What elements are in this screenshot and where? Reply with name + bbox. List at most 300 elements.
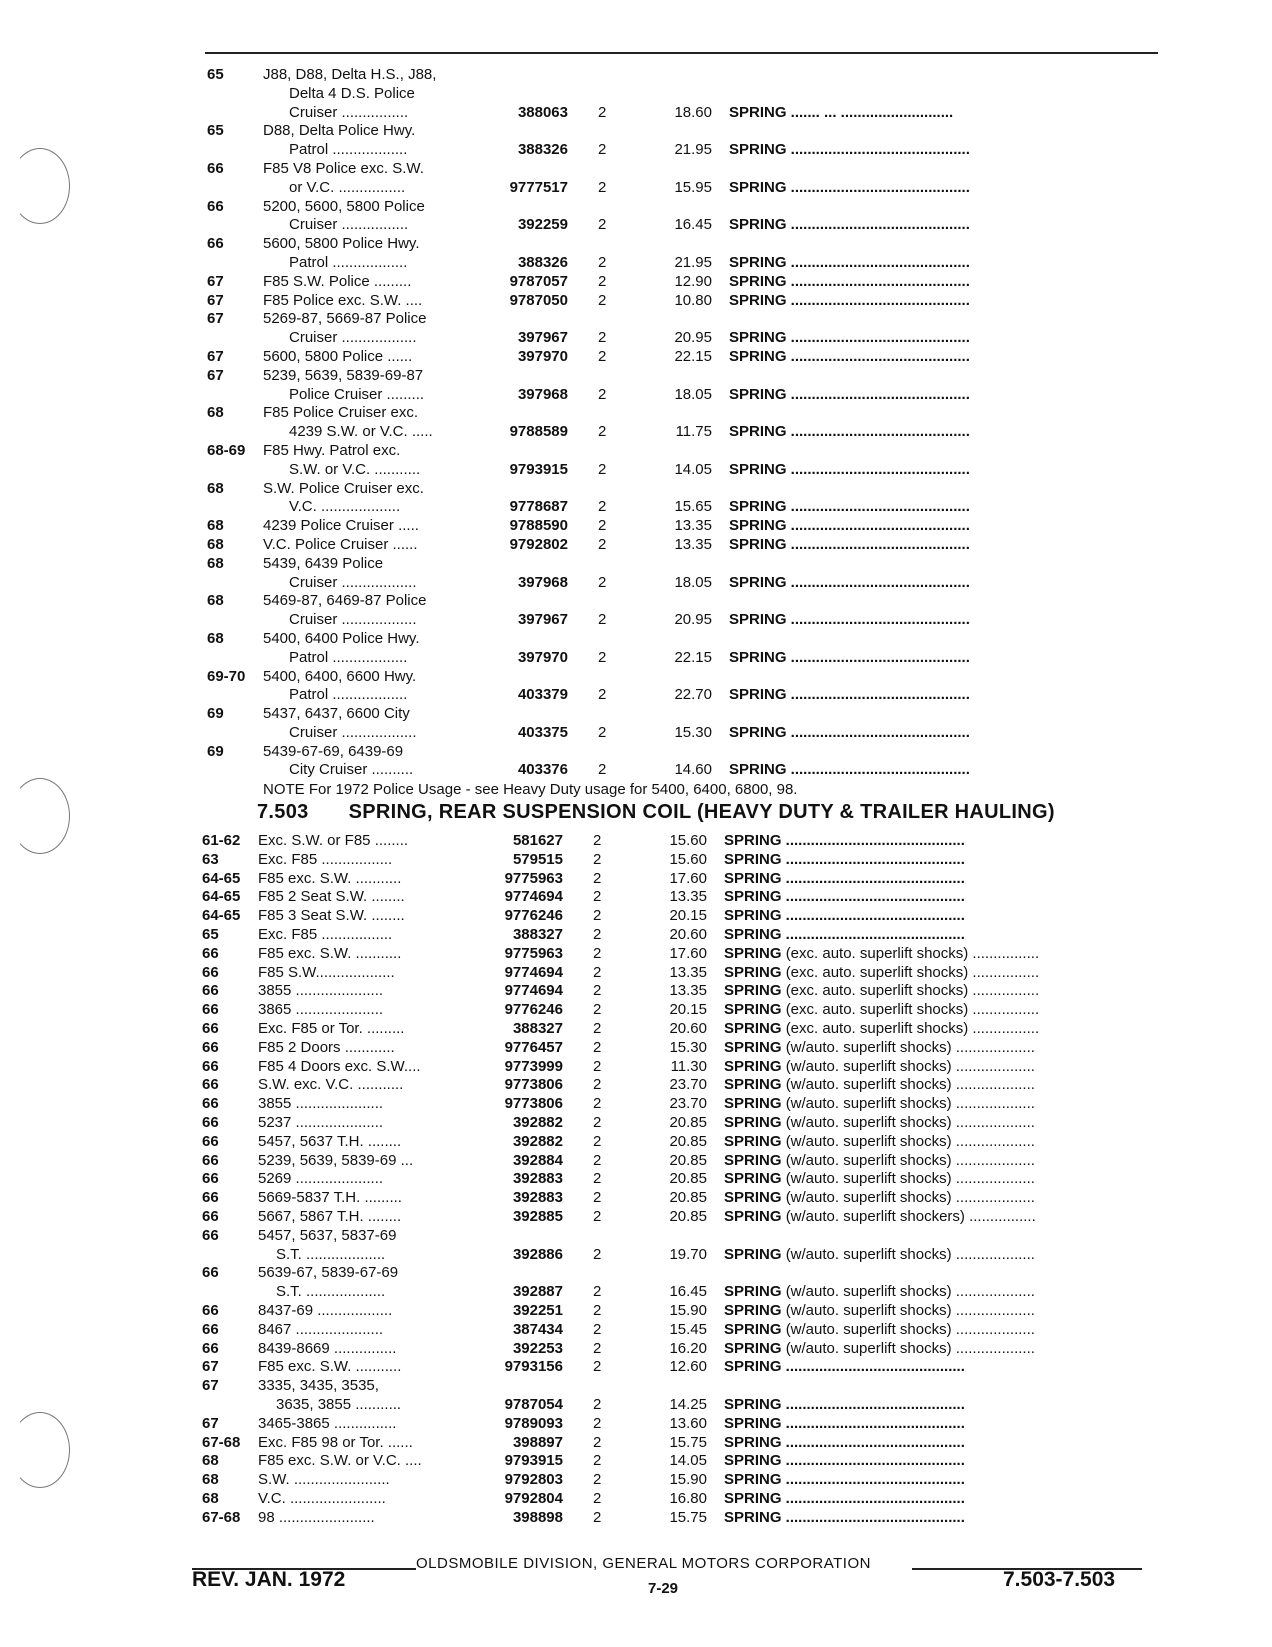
table-row [195,367,1175,386]
part-description [724,1452,965,1471]
part-name: SPRING [724,1189,782,1207]
model-year: 67 [202,1414,219,1432]
model-year: 68 [207,554,224,572]
model-year: 66 [202,1320,219,1338]
price: 20.60 [669,1019,707,1037]
model-description: F85 exc. S.W. ........... [258,944,402,962]
quantity: 2 [598,761,607,779]
part-number: 9775963 [504,869,563,887]
part-name: SPRING ........................................... [729,141,970,159]
price: 20.85 [669,1113,707,1131]
footer-division: OLDSMOBILE DIVISION, GENERAL MOTORS CORPORATION [416,1555,871,1572]
model-description: 5269 ..................... [258,1170,384,1188]
part-description [724,1095,1035,1114]
model-description: 3865 ..................... [258,1001,384,1019]
table-row [190,1396,1170,1415]
table-row [195,498,1175,517]
table-row [195,536,1175,555]
model-description: 5600, 5800 Police ...... [263,347,413,365]
footer-revision: REV. JAN. 1972 [192,1568,346,1591]
model-description: 5437, 6437, 6600 City [263,705,410,723]
usage-note: (exc. auto. superlift shocks) ................ [785,944,1040,962]
table-row [190,1227,1170,1246]
part-name: SPRING [724,963,782,981]
price: 14.05 [669,1452,707,1470]
part-number: 397970 [517,648,568,666]
model-description: Patrol .................. [289,141,408,159]
model-description: 5269-87, 5669-87 Police [263,310,427,328]
part-number: 392883 [512,1189,563,1207]
usage-note: (w/auto. superlift shocks) ................... [785,1245,1035,1263]
table-row [190,1302,1170,1321]
part-name: SPRING [724,1057,782,1075]
quantity: 2 [593,1170,602,1188]
model-year: 68 [202,1471,219,1489]
part-number: 579515 [512,850,563,868]
table-row [190,870,1170,889]
part-name: SPRING ........................................... [724,907,965,925]
part-description [729,611,970,630]
table-row [195,85,1175,104]
quantity: 2 [593,1283,602,1301]
part-number: 9773806 [504,1076,563,1094]
part-description [729,423,970,442]
quantity: 2 [593,1320,602,1338]
quantity: 2 [598,347,607,365]
model-year: 67 [207,272,224,290]
part-name: SPRING [724,1019,782,1037]
table-row [190,1020,1170,1039]
quantity: 2 [593,832,602,849]
part-number: 403376 [517,761,568,779]
part-name: SPRING ........................................... [724,1395,965,1413]
model-description: F85 exc. S.W. or V.C. .... [258,1452,422,1470]
model-description: S.W. or V.C. ........... [289,460,421,478]
table-row [190,982,1170,1001]
model-year: 64-65 [202,869,241,887]
part-description [724,870,965,889]
table-row [190,1076,1170,1095]
model-year: 66 [202,1339,219,1357]
table-row [190,1058,1170,1077]
model-description: 5439, 6439 Police [263,554,384,572]
model-year: 66 [202,1113,219,1131]
price: 16.45 [669,1283,707,1301]
table-row [195,310,1175,329]
price: 13.60 [669,1414,707,1432]
quantity: 2 [593,1113,602,1131]
table-row [195,404,1175,423]
usage-note: (exc. auto. superlift shocks) ................ [785,1001,1040,1019]
table-row [195,235,1175,254]
table-row [195,273,1175,292]
part-description [724,1170,1035,1189]
model-year: 63 [202,850,219,868]
part-name: SPRING ........................................... [724,850,965,868]
part-name: SPRING ........................................... [724,832,965,849]
model-description: Cruiser .................. [289,723,417,741]
part-description [724,1208,1036,1227]
model-year: 66 [202,1001,219,1019]
model-year: 66 [202,1226,219,1244]
part-description [724,1490,965,1509]
model-description: Exc. F85 or Tor. ......... [258,1019,405,1037]
part-description [729,517,970,536]
price: 15.75 [669,1433,707,1451]
usage-note: (w/auto. superlift shocks) ................... [785,1170,1035,1188]
model-description: J88, D88, Delta H.S., J88, [263,66,437,83]
part-name: SPRING ....... ... ........................... [729,103,954,121]
table-row [190,1490,1170,1509]
part-description [724,832,965,851]
table-row [190,1264,1170,1283]
quantity: 2 [593,963,602,981]
quantity: 2 [598,253,607,271]
price: 20.85 [669,1207,707,1225]
part-name: SPRING ........................................... [729,329,970,347]
quantity: 2 [593,982,602,1000]
quantity: 2 [593,1452,602,1470]
price: 20.15 [669,1001,707,1019]
table-row [190,1095,1170,1114]
part-name: SPRING ........................................... [729,517,970,535]
model-description: 5239, 5639, 5839-69 ... [258,1151,414,1169]
part-description [729,329,970,348]
model-year: 66 [202,1151,219,1169]
price: 16.80 [669,1489,707,1507]
quantity: 2 [593,1339,602,1357]
part-name: SPRING [724,1207,782,1225]
quantity: 2 [593,1019,602,1037]
part-number: 9789093 [504,1414,563,1432]
quantity: 2 [593,1471,602,1489]
price: 14.25 [669,1395,707,1413]
model-year: 68 [207,629,224,647]
model-description: S.W. exc. V.C. ........... [258,1076,404,1094]
model-description: 5200, 5600, 5800 Police [263,197,425,215]
model-description: 5600, 5800 Police Hwy. [263,235,420,253]
part-description [729,724,970,743]
table-row [190,1434,1170,1453]
model-description: 5469-87, 6469-87 Police [263,592,427,610]
footer-section-range: 7.503-7.503 [1003,1568,1116,1591]
model-year: 66 [202,1057,219,1075]
part-name: SPRING [724,1113,782,1131]
model-year: 65 [207,122,224,140]
part-name: SPRING ........................................... [729,611,970,629]
part-description [724,851,965,870]
quantity: 2 [593,944,602,962]
part-number: 9788590 [509,517,568,535]
model-description: 5239, 5639, 5839-69-87 [263,366,424,384]
part-description [729,649,970,668]
price: 20.85 [669,1132,707,1150]
model-description: V.C. ................... [289,498,401,516]
part-description [724,1020,1039,1039]
price: 15.75 [669,1508,707,1526]
quantity: 2 [593,888,602,906]
model-description: Cruiser .................. [289,329,417,347]
model-description: Patrol .................. [289,686,408,704]
part-name: SPRING ........................................... [729,498,970,516]
model-year: 69 [207,742,224,760]
part-number: 392884 [512,1151,563,1169]
table-row [190,926,1170,945]
punch-hole-2 [10,778,70,854]
table-row [195,761,1175,780]
police-spring-table [195,66,1175,799]
part-name: SPRING [724,1339,782,1357]
part-description [724,1114,1035,1133]
table-row [195,705,1175,724]
part-description [729,273,970,292]
punch-hole-3 [10,1412,70,1488]
price: 20.85 [669,1189,707,1207]
price: 22.15 [674,347,712,365]
part-number: 9792803 [504,1471,563,1489]
part-name: SPRING ........................................... [729,216,970,234]
model-year: 66 [202,1301,219,1319]
quantity: 2 [593,1395,602,1413]
table-row [195,517,1175,536]
table-row [195,122,1175,141]
quantity: 2 [598,178,607,196]
price: 20.95 [674,329,712,347]
part-name: SPRING ........................................... [724,1471,965,1489]
heavy-duty-spring-table [190,832,1170,1527]
part-name: SPRING ........................................... [729,535,970,553]
model-year: 64-65 [202,888,241,906]
price: 14.60 [674,761,712,779]
table-row [195,480,1175,499]
table-row [195,386,1175,405]
table-row [190,832,1170,851]
model-year: 68 [207,592,224,610]
model-description: 3855 ..................... [258,1095,384,1113]
model-year: 68-69 [207,441,246,459]
model-description: 8437-69 .................. [258,1301,393,1319]
model-description: F85 Police exc. S.W. .... [263,291,423,309]
part-description [724,1058,1035,1077]
table-row [190,1133,1170,1152]
model-description: 5400, 6400, 6600 Hwy. [263,667,417,685]
usage-note: (w/auto. superlift shocks) ................... [785,1320,1035,1338]
quantity: 2 [598,103,607,121]
model-description: Delta 4 D.S. Police [289,84,415,102]
quantity: 2 [593,1301,602,1319]
model-description: Police Cruiser ......... [289,385,425,403]
usage-note: (w/auto. superlift shocks) ................... [785,1076,1035,1094]
price: 17.60 [669,869,707,887]
price: 15.30 [674,723,712,741]
table-row [195,348,1175,367]
model-description: Exc. F85 98 or Tor. ...... [258,1433,413,1451]
top-rule [205,52,1158,54]
section-number: 7.503 [257,801,309,823]
table-row [190,1377,1170,1396]
part-name: SPRING [724,1151,782,1169]
part-number: 9773999 [504,1057,563,1075]
table-row [195,216,1175,235]
part-description [724,1001,1039,1020]
part-number: 388326 [517,141,568,159]
model-description: Exc. F85 ................. [258,925,393,943]
quantity: 2 [598,517,607,535]
usage-note: (w/auto. superlift shocks) ................... [785,1038,1035,1056]
model-year: 68 [207,517,224,535]
quantity: 2 [598,723,607,741]
model-description: 3465-3865 ............... [258,1414,397,1432]
usage-note: (exc. auto. superlift shocks) ................ [785,982,1040,1000]
model-description: F85 2 Doors ............ [258,1038,395,1056]
table-row [190,1001,1170,1020]
price: 11.30 [670,1057,707,1075]
usage-note: (w/auto. superlift shocks) ................... [785,1095,1035,1113]
part-description [729,386,970,405]
part-name: SPRING ........................................... [724,1508,965,1526]
part-description [729,216,970,235]
part-name: SPRING ........................................... [729,686,970,704]
model-description: 8467 ..................... [258,1320,384,1338]
price: 15.65 [674,498,712,516]
quantity: 2 [593,925,602,943]
part-number: 397967 [517,329,568,347]
table-row [190,1471,1170,1490]
model-description: 4239 Police Cruiser ..... [263,517,419,535]
table-row [190,1415,1170,1434]
table-row [195,592,1175,611]
model-description: 5639-67, 5839-67-69 [258,1264,399,1282]
quantity: 2 [593,1245,602,1263]
model-year: 66 [202,1038,219,1056]
part-number: 9774694 [504,982,563,1000]
model-description: 5669-5837 T.H. ......... [258,1189,402,1207]
section-title: SPRING, REAR SUSPENSION COIL (HEAVY DUTY & TRAILER HAULING) [348,801,1055,823]
quantity: 2 [598,573,607,591]
part-number: 397968 [517,573,568,591]
part-number: 388327 [512,925,563,943]
table-row [190,945,1170,964]
usage-note: (w/auto. superlift shocks) ................... [785,1339,1035,1357]
part-number: 9778687 [509,498,568,516]
model-year: 66 [202,1095,219,1113]
model-description: F85 Hwy. Patrol exc. [263,441,401,459]
quantity: 2 [598,329,607,347]
table-row [190,964,1170,983]
table-row [195,630,1175,649]
table-row [190,1039,1170,1058]
price: 20.15 [669,907,707,925]
part-name: SPRING ........................................... [724,925,965,943]
part-number: 397970 [517,347,568,365]
model-description: Cruiser .................. [289,573,417,591]
model-description: Exc. F85 ................. [258,850,393,868]
part-number: 9775963 [504,944,563,962]
quantity: 2 [593,1358,602,1376]
price: 16.20 [669,1339,707,1357]
table-row [195,668,1175,687]
model-year: 67-68 [202,1508,241,1526]
part-number: 9793915 [504,1452,563,1470]
usage-note: (w/auto. superlift shocks) ................... [785,1283,1035,1301]
table-row [195,724,1175,743]
part-name: SPRING [724,1245,782,1263]
model-year: 66 [202,1019,219,1037]
model-description: F85 exc. S.W. ........... [258,869,402,887]
table-row [195,66,1175,85]
usage-note: (w/auto. superlift shocks) ................... [785,1301,1035,1319]
part-name: SPRING ........................................... [729,253,970,271]
part-name: SPRING [724,1283,782,1301]
quantity: 2 [598,648,607,666]
part-name: SPRING ........................................... [729,648,970,666]
part-name: SPRING ........................................... [729,272,970,290]
model-year: 66 [202,963,219,981]
part-description [724,1415,965,1434]
usage-note: (w/auto. superlift shockers) ................ [785,1207,1036,1225]
table-row [195,555,1175,574]
model-description: F85 Police Cruiser exc. [263,404,419,422]
quantity: 2 [593,1433,602,1451]
model-description: F85 2 Seat S.W. ........ [258,888,405,906]
part-description [724,945,1039,964]
part-name: SPRING ........................................... [729,460,970,478]
model-description: Cruiser ................ [289,216,409,234]
table-row [190,1358,1170,1377]
part-description [729,292,970,311]
model-description: F85 S.W................... [258,963,395,981]
part-name: SPRING ........................................... [729,178,970,196]
quantity: 2 [598,216,607,234]
model-description: 5237 ..................... [258,1113,384,1131]
usage-note: (w/auto. superlift shocks) ................... [785,1113,1035,1131]
model-year: 66 [202,1132,219,1150]
part-number: 397968 [517,385,568,403]
part-name: SPRING [724,1301,782,1319]
part-description [724,964,1039,983]
model-description: 98 ....................... [258,1508,375,1526]
table-row [190,1283,1170,1302]
model-description: 5457, 5637, 5837-69 [258,1226,397,1244]
part-name: SPRING [724,944,782,962]
part-description [724,1358,965,1377]
quantity: 2 [598,611,607,629]
price: 13.35 [674,535,712,553]
quantity: 2 [598,535,607,553]
model-description: F85 3 Seat S.W. ........ [258,907,405,925]
model-year: 66 [202,982,219,1000]
quantity: 2 [593,1001,602,1019]
table-row [190,1452,1170,1471]
quantity: 2 [593,1038,602,1056]
quantity: 2 [593,850,602,868]
price: 22.15 [674,648,712,666]
part-description [724,1321,1035,1340]
price: 20.85 [669,1170,707,1188]
punch-hole-1 [10,148,70,224]
quantity: 2 [593,869,602,887]
part-number: 9792802 [509,535,568,553]
table-row [190,1114,1170,1133]
model-year: 69 [207,705,224,723]
model-year: 66 [202,1170,219,1188]
part-name: SPRING ........................................... [724,1452,965,1470]
model-description: F85 S.W. Police ......... [263,272,412,290]
part-name: SPRING ........................................... [729,573,970,591]
table-row [195,292,1175,311]
part-name: SPRING [724,1320,782,1338]
model-year: 66 [207,197,224,215]
